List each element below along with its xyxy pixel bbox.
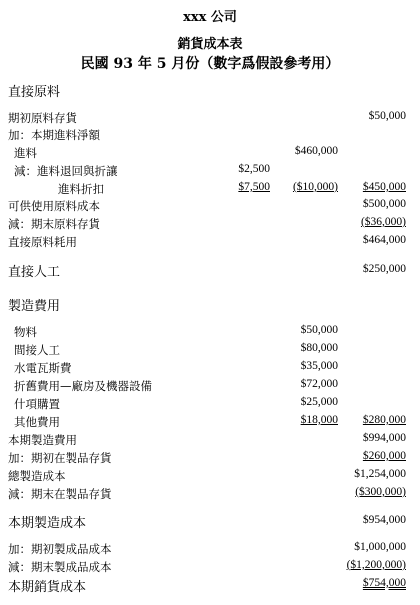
finished-end-label: 減：期末製成品成本 xyxy=(8,560,112,574)
available-materials-value: $500,000 xyxy=(362,198,406,210)
overhead-heading: 製造費用 xyxy=(8,299,61,314)
report-title: 銷貨成本表 xyxy=(177,37,243,52)
purchases-label: 進料 xyxy=(14,146,37,160)
cogs-label: 本期銷貨成本 xyxy=(8,580,87,595)
ending-materials-value: ($36,000) xyxy=(360,216,406,228)
direct-labor-heading: 直接人工 xyxy=(8,265,61,280)
overhead-item-value: $25,000 xyxy=(300,396,338,408)
discounts-label: 進料折扣 xyxy=(58,182,104,196)
add-purchases-label: 加：本期進料淨額 xyxy=(8,128,100,142)
current-manufacturing-cost-label: 本期製造費用 xyxy=(8,433,77,447)
beginning-materials-label: 期初原料存貨 xyxy=(8,111,77,125)
beginning-materials-value: $50,000 xyxy=(368,110,406,122)
finished-begin-value: $1,000,000 xyxy=(354,541,406,553)
net-purchases-value: $450,000 xyxy=(362,181,406,193)
available-materials-label: 可供使用原料成本 xyxy=(8,199,100,213)
cogs-value: $754,000 xyxy=(362,577,406,589)
overhead-item-label: 水電瓦斯費 xyxy=(14,361,72,375)
overhead-item-value: $50,000 xyxy=(300,324,338,336)
cogm-label: 本期製造成本 xyxy=(8,516,87,531)
purchases-value: $460,000 xyxy=(294,145,338,157)
less-returns-label: 減：進料退回與折讓 xyxy=(14,164,118,178)
materials-used-label: 直接原料耗用 xyxy=(8,235,77,249)
deduction-total-value: ($10,000) xyxy=(292,181,338,193)
wip-begin-label: 加：期初在製品存貨 xyxy=(8,451,112,465)
finished-begin-label: 加：期初製成品成本 xyxy=(8,542,112,556)
overhead-item-value: $80,000 xyxy=(300,342,338,354)
overhead-item-label: 什項購置 xyxy=(14,397,60,411)
overhead-item-label: 物料 xyxy=(14,325,37,339)
wip-end-value: ($300,000) xyxy=(355,486,406,498)
overhead-item-value: $35,000 xyxy=(300,360,338,372)
materials-used-value: $464,000 xyxy=(362,234,406,246)
direct-labor-value: $250,000 xyxy=(362,263,406,275)
overhead-item-value: $18,000 xyxy=(300,414,338,426)
company-name: xxx 公司 xyxy=(183,10,237,25)
overhead-item-label: 其他費用 xyxy=(14,415,60,429)
current-manufacturing-cost-value: $994,000 xyxy=(362,432,406,444)
wip-begin-value: $260,000 xyxy=(362,450,406,462)
overhead-item-value: $72,000 xyxy=(300,378,338,390)
overhead-item-label: 間接人工 xyxy=(14,343,60,357)
ending-materials-label: 減：期末原料存貨 xyxy=(8,217,100,231)
total-manufacturing-cost-label: 總製造成本 xyxy=(8,469,66,483)
total-manufacturing-cost-value: $1,254,000 xyxy=(354,468,406,480)
report-period: 民國 93 年 5 月份（數字爲假設參考用） xyxy=(80,56,340,72)
cogm-value: $954,000 xyxy=(362,514,406,526)
finished-end-value: ($1,200,000) xyxy=(346,559,406,571)
overhead-total-value: $280,000 xyxy=(362,414,406,426)
overhead-item-label: 折舊費用—廠房及機器設備 xyxy=(14,379,152,393)
direct-materials-heading: 直接原料 xyxy=(8,85,61,100)
discounts-value: $7,500 xyxy=(238,181,270,193)
wip-end-label: 減：期末在製品存貨 xyxy=(8,487,112,501)
returns-value: $2,500 xyxy=(238,163,270,175)
